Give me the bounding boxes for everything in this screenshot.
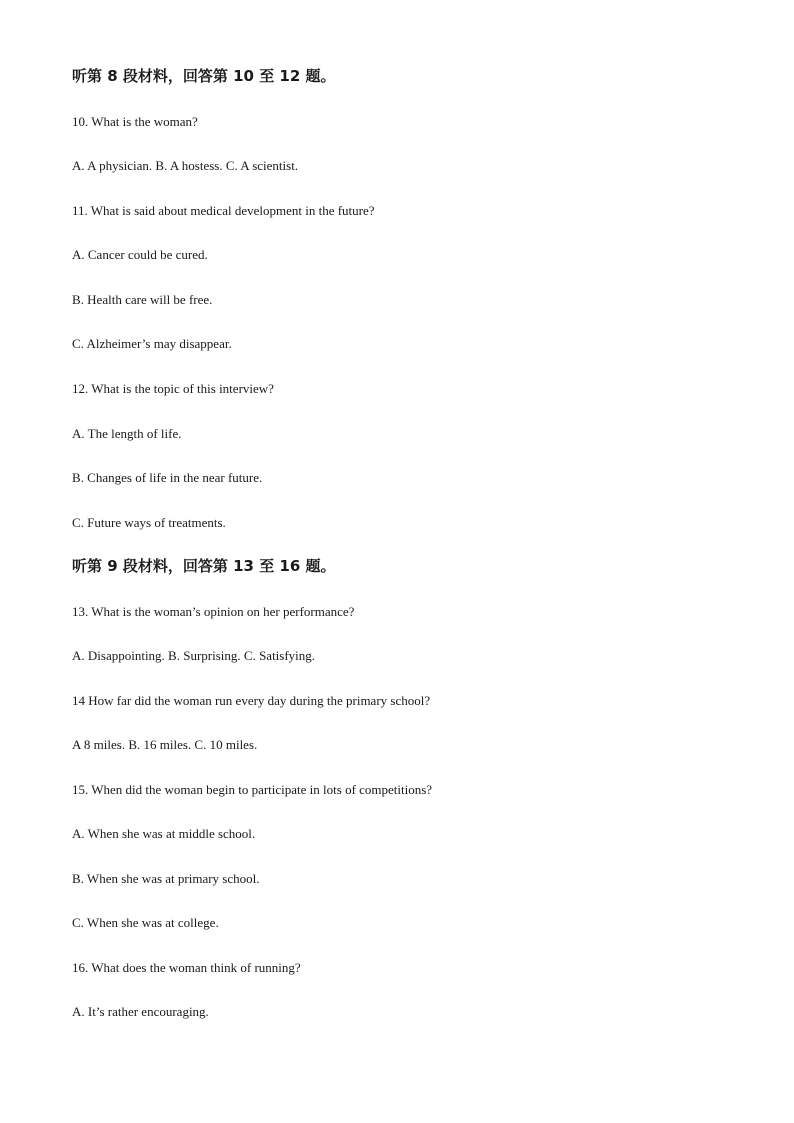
section-8-heading: 听第 8 段材料，回答第 10 至 12 题。	[72, 67, 336, 85]
question-12-option-b: B. Changes of life in the near future.	[72, 470, 263, 485]
question-16-option-a: A. It’s rather encouraging.	[72, 1004, 209, 1019]
question-12: 12. What is the topic of this interview?	[72, 381, 274, 396]
question-11: 11. What is said about medical development in the future?	[72, 203, 375, 218]
question-11-option-b: B. Health care will be free.	[72, 292, 213, 307]
question-15-option-b: B. When she was at primary school.	[72, 871, 260, 886]
question-10: 10. What is the woman?	[72, 114, 198, 129]
section-9-heading: 听第 9 段材料，回答第 13 至 16 题。	[72, 557, 336, 575]
question-15-option-c: C. When she was at college.	[72, 915, 219, 930]
question-13: 13. What is the woman’s opinion on her performance?	[72, 604, 355, 619]
question-12-option-a: A. The length of life.	[72, 426, 182, 441]
question-15: 15. When did the woman begin to participate in lots of competitions?	[72, 782, 433, 797]
question-15-option-a: A. When she was at middle school.	[72, 826, 256, 841]
question-13-options: A. Disappointing. B. Surprising. C. Satisfying.	[72, 648, 316, 663]
question-12-option-c: C. Future ways of treatments.	[72, 515, 226, 530]
question-14: 14 How far did the woman run every day during the primary school?	[72, 693, 431, 708]
question-10-options: A. A physician. B. A hostess. C. A scientist.	[72, 158, 299, 173]
question-16: 16. What does the woman think of running?	[72, 960, 301, 975]
question-14-options: A 8 miles. B. 16 miles. C. 10 miles.	[72, 737, 258, 752]
question-11-option-c: C. Alzheimer’s may disappear.	[72, 336, 232, 351]
question-11-option-a: A. Cancer could be cured.	[72, 247, 208, 262]
